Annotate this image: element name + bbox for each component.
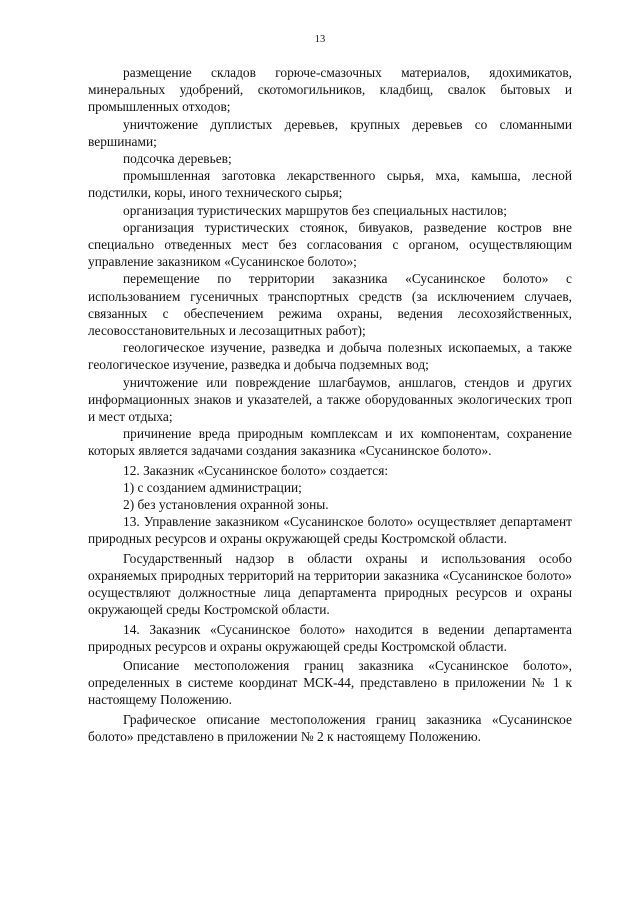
paragraph-prohibition-tapping: подсочка деревьев; <box>123 151 232 167</box>
paragraph-prohibition-tree-destruction: уничтожение дуплистых деревьев, крупных деревьев со сломанными вершинами; <box>88 116 572 149</box>
paragraph-prohibition-geology: геологическое изучение, разведка и добыча полезных ископаемых, а также геологическое изучение, разведка и добыча подземных вод; <box>88 340 572 373</box>
paragraph-prohibition-harvesting: промышленная заготовка лекарственного сырья, мха, камыша, лесной подстилки, коры, иного технического сырья; <box>88 168 572 201</box>
paragraph-section-12-item-2: 2) без установления охранной зоны. <box>123 497 329 513</box>
paragraph-section-14: 14. Заказник «Сусанинское болото» находится в ведении департамента природных ресурсов и охраны окружающей среды Костромской области. <box>88 621 572 654</box>
paragraph-section-13: 13. Управление заказником «Сусанинское болото» осуществляет департамент природных ресурсов и охраны окружающей среды Костромской области. <box>88 514 572 547</box>
paragraph-section-12-item-1: 1) с созданием администрации; <box>123 479 302 495</box>
document-body <box>88 64 572 745</box>
paragraph-prohibition-harm: причинение вреда природным комплексам и их компонентам, сохранение которых является задачами создания заказника «Сусанинское болото». <box>88 426 572 459</box>
paragraph-state-supervision: Государственный надзор в области охраны и использования особо охраняемых природных территорий на территории заказника «Сусанинское болото» осуществляют должностные лица департамента природных ресурсов и охраны окружающей среды Костромской области. <box>88 550 572 618</box>
paragraph-section-12: 12. Заказник «Сусанинское болото» создается: <box>123 462 389 478</box>
paragraph-prohibition-camps: организация туристических стоянок, бивуаков, разведение костров вне специально отведенных мест без согласования с органом, осуществляющим управление заказником «Сусанинское болото»; <box>88 219 572 270</box>
paragraph-graphic-description: Графическое описание местоположения границ заказника «Сусанинское болото» представлено в приложении № 2 к настоящему Положению. <box>88 711 572 744</box>
page-number: 13 <box>314 34 326 45</box>
paragraph-prohibition-tracked-vehicles: перемещение по территории заказника «Сусанинское болото» с использованием гусеничных транспортных средств (за исключением случаев, связанных с обеспечением режима охраны, ведения лесохозяйственных, лесовосстановительных и лесозащитных работ); <box>88 271 572 339</box>
paragraph-boundary-description: Описание местоположения границ заказника «Сусанинское болото», определенных в системе координат МСК-44, представлено в приложении № 1 к настоящему Положению. <box>88 657 572 708</box>
paragraph-prohibition-storage: размещение складов горюче-смазочных материалов, ядохимикатов, минеральных удобрений, скотомогильников, кладбищ, свалок бытовых и промышленных отходов; <box>88 65 572 115</box>
paragraph-prohibition-tourist-routes: организация туристических маршрутов без специальных настилов; <box>123 202 507 218</box>
paragraph-prohibition-signs: уничтожение или повреждение шлагбаумов, аншлагов, стендов и других информационных знаков и указателей, а также оборудованных экологических троп и мест отдыха; <box>88 374 572 425</box>
